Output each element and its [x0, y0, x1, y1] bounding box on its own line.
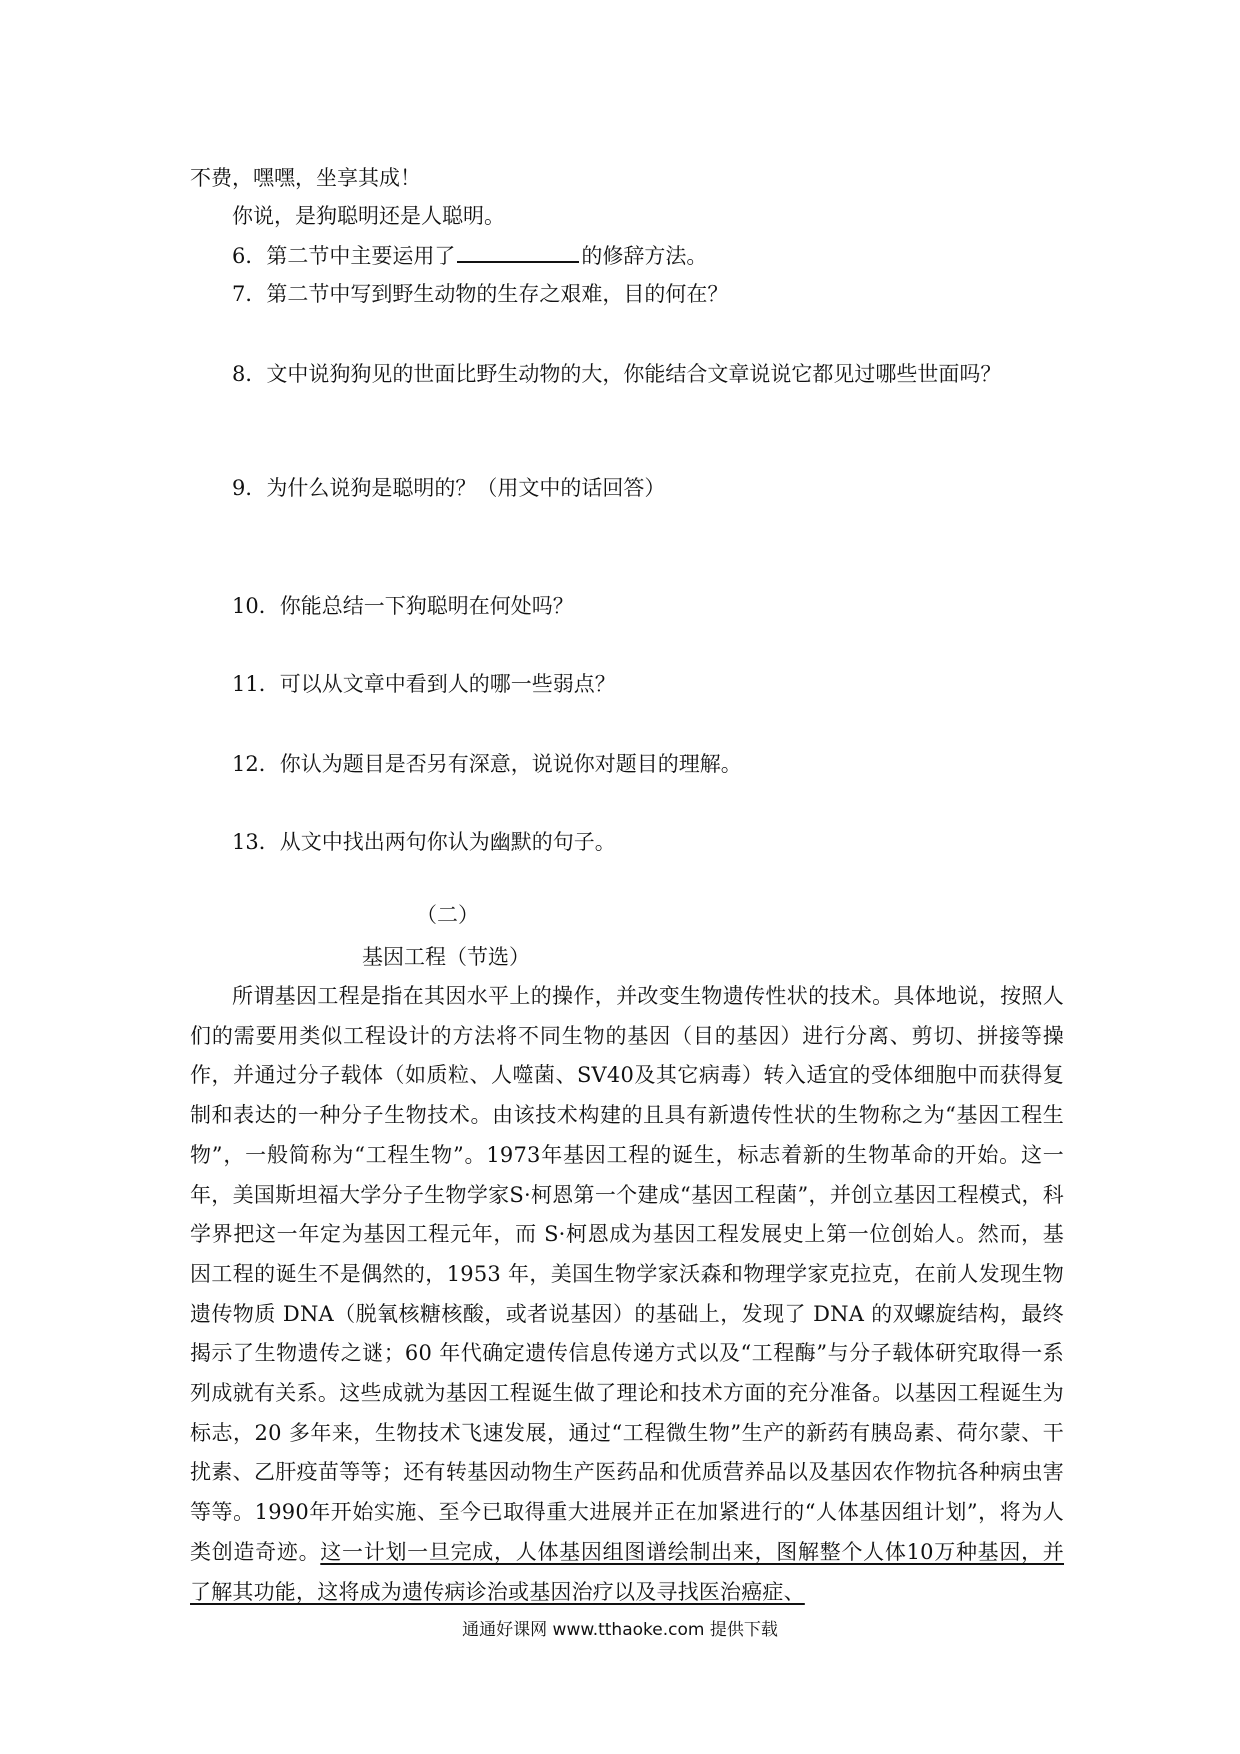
question-6-text-before: 6．第二节中主要运用了 — [232, 244, 456, 268]
question-7: 7．第二节中写到野生动物的生存之艰难，目的何在？ — [232, 282, 729, 306]
question-line: 你说，是狗聪明还是人聪明。 — [232, 204, 505, 228]
question-12: 12．你认为题目是否另有深意，说说你对题目的理解。 — [232, 752, 742, 776]
question-6-text-after: 的修辞方法。 — [581, 244, 708, 268]
underlined-sentence: 这一计划一旦完成，人体基因组图谱绘制出来，图解整个人体10万种基因，并了解其功能，这将成为遗传病诊治或基因治疗以及寻找医治癌症、 — [190, 1539, 1065, 1604]
answer-blank[interactable] — [457, 241, 579, 263]
footer-source: 通通好课网 www.tthaoke.com 提供下载 — [462, 1620, 778, 1640]
section-title: 基因工程（节选） — [362, 945, 530, 969]
question-13: 13．从文中找出两句你认为幽默的句子。 — [232, 830, 616, 854]
article-body — [190, 977, 1064, 1612]
question-8: 8．文中说狗狗见的世面比野生动物的大，你能结合文章说说它都见过哪些世面吗？ — [232, 362, 1002, 386]
article-text: 所谓基因工程是指在其因水平上的操作，并改变生物遗传性状的技术。具体地说，按照人们的需要用类似工程设计的方法将不同生物的基因（目的基因）进行分离、剪切、拼接等操作，并通过分子载体（如质粒、人噬菌、SV40及其它病毒）转入适宜的受体细胞中而获得复制和表达的一种分子生物技术。由该技术构建的且具有新遗传性状的生物称之为“基因工程生物”，一般简称为“工程生物”。1973年基因工程的诞生，标志着新的生物革命的开始。这一年，美国斯坦福大学分子生物学家S·柯恩第一个建成“基因工程菌”，并创立基因工程模式，科学界把这一年定为基因工程元年，而 S·柯恩成为基因工程发展史上第一位创始人。然而，基因工程的诞生不是偶然的，1953 年，美国生物学家沃森和物理学家克拉克，在前人发现生物遗传物质 DNA（脱氧核糖核酸，或者说基因）的基础上，发现了 DNA 的双螺旋结构，最终揭示了生物遗传之谜；60 年代确定遗传信息传递方式以及“工程酶”与分子载体研究取得一系列成就有关系。这些成就为基因工程诞生做了理论和技术方面的充分准备。以基因工程诞生为标志，20 多年来，生物技术飞速发展，通过“工程微生物”生产的新药有胰岛素、荷尔蒙、干扰素、乙肝疫苗等等；还有转基因动物生产医药品和优质营养品以及基因农作物抗各种病虫害等等。1990年开始实施、至今已取得重大进展并正在加紧进行的“人体基因组计划”，将为人类创造奇迹。 — [190, 984, 1064, 1564]
continuation-line: 不费，嘿嘿，坐享其成！ — [190, 166, 421, 190]
question-11: 11．可以从文章中看到人的哪一些弱点？ — [232, 672, 616, 696]
question-6 — [232, 241, 707, 271]
question-9: 9．为什么说狗是聪明的？（用文中的话回答） — [232, 476, 666, 500]
question-10: 10．你能总结一下狗聪明在何处吗？ — [232, 594, 574, 618]
section-number: （二） — [416, 903, 479, 927]
